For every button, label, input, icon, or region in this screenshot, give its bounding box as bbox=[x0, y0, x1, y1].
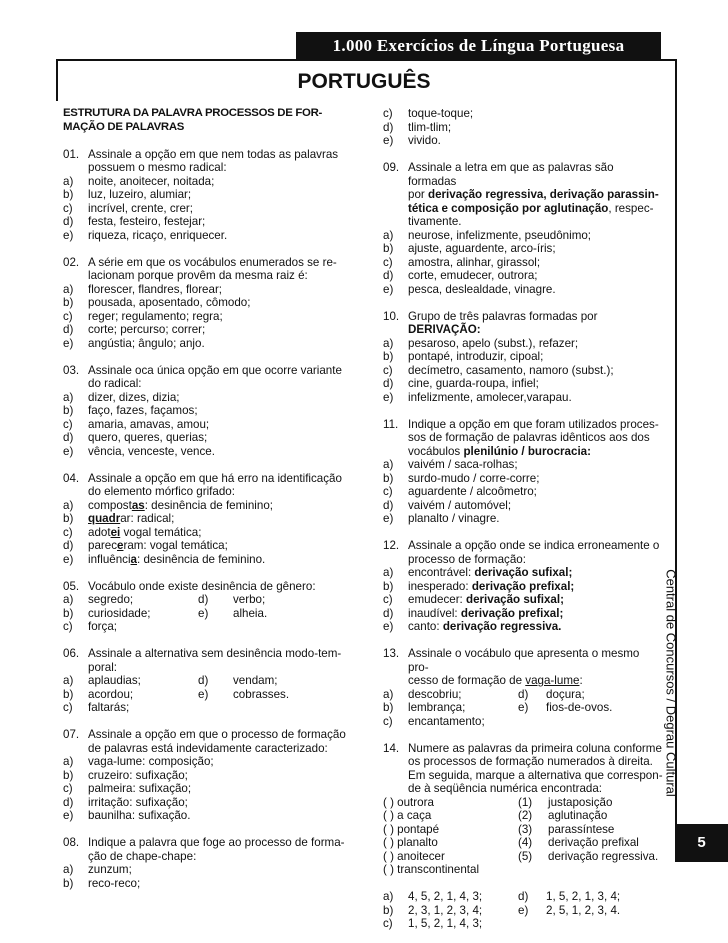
question-03: 03. Assinale oca única opção em que ocorre variante do radical: a) dizer, dizes, dizia; b) faço, fazes, façamos; c) amaria, amavas, amou; d) quero, queres, querias; e) vência, venceste, vence. bbox=[63, 364, 353, 459]
option-d: d) tlim-tlim; bbox=[383, 120, 452, 134]
option-a: a) pesaroso, apelo (subst.), refazer; bbox=[383, 336, 579, 350]
match-row: ( ) a caça (2) aglutinação bbox=[383, 809, 608, 822]
page-number: 5 bbox=[675, 824, 728, 862]
question-09: 09. Assinale a letra em que as palavras são formadas por derivação regressiva, derivação parassin- tética e composição por aglutinação, respec- tivamente. a) neurose, infelizmente, pseudônimo; b) ajuste, aguardente, arco-íris; c) amostra, alinhar, girassol; d) corte, emudecer, outrora; e) pesca, deslealdade, vinagre. bbox=[383, 161, 663, 296]
match-row: ( ) pontapé (3) parassíntese bbox=[383, 822, 615, 836]
match-row: ( ) anoitecer (5) derivação regressiva. bbox=[383, 849, 659, 863]
option-a: a) compostas: desinência de feminino; bbox=[63, 498, 273, 512]
frame-top-line bbox=[56, 59, 676, 61]
option-e: e) vivido. bbox=[383, 134, 441, 147]
option-row: a) 4, 5, 2, 1, 4, 3; d) 1, 5, 2, 1, 3, 4; bbox=[383, 890, 621, 903]
option-d: d) pareceram: vogal temática; bbox=[63, 539, 228, 552]
option-b: b) inesperado: derivação prefixal; bbox=[383, 579, 575, 593]
option-c: c) adotei vogal temática; bbox=[63, 525, 202, 539]
option-row: a) descobriu; d) doçura; bbox=[383, 687, 585, 701]
option-d: d) cine, guarda-roupa, infiel; bbox=[383, 377, 539, 390]
option-e: e) vência, venceste, vence. bbox=[63, 444, 215, 458]
left-column bbox=[63, 107, 353, 890]
question-04: 04. Assinale a opção em que há erro na identificação do elemento mórfico grifado: a) compostas: desinência de feminino; b) quadrar: radical; c) adotei vogal temática; d) pareceram: vogal temática; e) influência: desinência de feminino. bbox=[63, 472, 353, 567]
option-b: b) faço, fazes, façamos; bbox=[63, 404, 198, 417]
option-e: e) baunilha: sufixação. bbox=[63, 809, 191, 822]
question-14: 14. Numere as palavras da primeira coluna conforme os processos de formação numerados à direita. Em seguida, marque a alternativa que correspon- de à seqüência numérica encontrada: ( ) outrora (1) justaposição ( ) a caça (2) aglutinação ( ) pontapé (3) parassíntese ( ) planalto (4) derivação prefixal ( ) anoitecer (5) derivação regressiva. ( ) transcontinental a) 4, 5, 2, 1, 4, 3; d) 1, 5, 2, 1, 3, 4; b) 2, 3, 1, 2, 3, 4; e) 2, 5, 1, 2, 3, 4. c) 1, 5, 2, 1, 4, 3; bbox=[383, 741, 663, 930]
option-c: c) incrível, crente, crer; bbox=[63, 201, 194, 215]
option-e: e) canto: derivação regressiva. bbox=[383, 620, 562, 633]
sidebar-publisher-text: Central de Concursos / Degrau Cultural bbox=[663, 568, 679, 797]
option-d: d) vaivém / automóvel; bbox=[383, 498, 512, 512]
option-c: c) palmeira: sufixação; bbox=[63, 782, 192, 795]
option-d: d) festa, festeiro, festejar; bbox=[63, 215, 206, 228]
option-e: e) infelizmente, amolecer,varapau. bbox=[383, 390, 572, 404]
question-13: 13. Assinale o vocábulo que apresenta o mesmo pro- cesso de formação de vaga-lume: a) descobriu; d) doçura; b) lembrança; e) fios-de-ovos. c) encantamento; bbox=[383, 647, 663, 728]
option-e: e) pesca, deslealdade, vinagre. bbox=[383, 282, 556, 296]
option-c: c) 1, 5, 2, 1, 4, 3; bbox=[383, 917, 483, 930]
question-11: 11. Indique a opção em que foram utilizados proces- sos de formação de palavras idênticos aos dos vocábulos plenilúnio / burocracia: a) vaivém / saca-rolhas; b) surdo-mudo / corre-corre; c) aguardente / alcoômetro; d) vaivém / automóvel; e) planalto / vinagre. bbox=[383, 418, 663, 526]
option-b: b) pontapé, introduzir, cipoal; bbox=[383, 350, 544, 363]
option-c: c) força; bbox=[63, 620, 117, 633]
option-b: b) surdo-mudo / corre-corre; bbox=[383, 471, 540, 485]
option-c: c) emudecer: derivação sufixal; bbox=[383, 593, 564, 606]
option-a: a) vaga-lume: composição; bbox=[63, 755, 214, 768]
option-c: c) amostra, alinhar, girassol; bbox=[383, 255, 541, 269]
option-d: d) corte; percurso; correr; bbox=[63, 323, 206, 336]
option-row: b) acordou; e) cobrasses. bbox=[63, 687, 290, 701]
header-banner bbox=[296, 32, 661, 60]
option-row: a) segredo; d) verbo; bbox=[63, 593, 266, 606]
option-b: b) ajuste, aguardente, arco-íris; bbox=[383, 242, 556, 255]
option-c: c) reger; regulamento; regra; bbox=[63, 309, 223, 323]
option-c: c) aguardente / alcoômetro; bbox=[383, 485, 537, 498]
question-02: 02. A série em que os vocábulos enumerados se re- lacionam porque provêm da mesma raiz é: a) florescer, flandres, florear; b) pousada, aposentado, cômodo; c) reger; regulamento; regra; d) corte; percurso; correr; e) angústia; ângulo; anjo. bbox=[63, 256, 353, 351]
option-e: e) influência: desinência de feminino. bbox=[63, 552, 266, 566]
right-column bbox=[383, 107, 663, 931]
option-d: d) irritação: sufixação; bbox=[63, 795, 188, 809]
option-a: a) florescer, flandres, florear; bbox=[63, 282, 223, 296]
option-c: c) toque-toque; bbox=[383, 107, 474, 120]
option-d: d) inaudível: derivação prefixal; bbox=[383, 606, 564, 620]
option-a: a) encontrável: derivação sufixal; bbox=[383, 566, 573, 579]
option-a: a) zunzum; bbox=[63, 863, 132, 876]
question-08: 08. Indique a palavra que foge ao processo de forma- ção de chape-chape: a) zunzum; b) reco-reco; bbox=[63, 836, 353, 890]
match-row: ( ) transcontinental bbox=[383, 863, 480, 876]
question-06: 06. Assinale a alternativa sem desinência modo-tem- poral: a) aplaudias; d) vendam; b) acordou; e) cobrasses. c) faltarás; bbox=[63, 647, 353, 715]
option-c: c) encantamento; bbox=[383, 714, 485, 728]
option-row: b) 2, 3, 1, 2, 3, 4; e) 2, 5, 1, 2, 3, 4. bbox=[383, 903, 621, 917]
option-e: e) riqueza, ricaço, enriquecer. bbox=[63, 228, 228, 242]
option-b: b) cruzeiro: sufixação; bbox=[63, 768, 188, 782]
question-07: 07. Assinale a opção em que o processo de formação de palavras está indevidamente caracterizado: a) vaga-lume: composição; b) cruzeiro: sufixação; c) palmeira: sufixação; d) irritação: sufixação; e) baunilha: sufixação. bbox=[63, 728, 353, 823]
question-01: 01. Assinale a opção em que nem todas as palavras possuem o mesmo radical: a) noite, anoitecer, noitada; b) luz, luzeiro, alumiar; c) incrível, crente, crer; d) festa, festeiro, festejar; e) riqueza, ricaço, enriquecer. bbox=[63, 148, 353, 243]
option-c: c) amaria, amavas, amou; bbox=[63, 417, 210, 431]
option-a: a) vaivém / saca-rolhas; bbox=[383, 458, 518, 471]
option-b: b) quadrar: radical; bbox=[63, 512, 175, 525]
option-row: a) aplaudias; d) vendam; bbox=[63, 674, 278, 687]
option-b: b) reco-reco; bbox=[63, 876, 141, 890]
option-row: b) curiosidade; e) alheia. bbox=[63, 606, 268, 620]
option-row: b) lembrança; e) fios-de-ovos. bbox=[383, 701, 613, 714]
question-08-cont bbox=[383, 107, 663, 148]
section-title: ESTRUTURA DA PALAVRA PROCESSOS DE FOR- MAÇÃO DE PALAVRAS bbox=[63, 107, 323, 133]
question-10: 10. Grupo de três palavras formadas por DERIVAÇÃO: a) pesaroso, apelo (subst.), refazer; b) pontapé, introduzir, cipoal; c) decímetro, casamento, namoro (subst.); d) cine, guarda-roupa, infiel; e) infelizmente, amolecer,varapau. bbox=[383, 310, 663, 405]
option-a: a) neurose, infelizmente, pseudônimo; bbox=[383, 228, 592, 242]
option-a: a) noite, anoitecer, noitada; bbox=[63, 174, 215, 188]
option-d: d) quero, queres, querias; bbox=[63, 431, 208, 444]
question-12: 12. Assinale a opção onde se indica erroneamente o processo de formação: a) encontrável: derivação sufixal; b) inesperado: derivação prefixal; c) emudecer: derivação sufixal; d) inaudível: derivação prefixal; e) canto: derivação regressiva. bbox=[383, 539, 663, 634]
question-05: 05. Vocábulo onde existe desinência de gênero: a) segredo; d) verbo; b) curiosidade; e) alheia. c) força; bbox=[63, 580, 353, 634]
option-e: e) angústia; ângulo; anjo. bbox=[63, 336, 205, 350]
header-title: 1.000 Exercícios de Língua Portuguesa bbox=[332, 36, 625, 55]
match-row: ( ) outrora (1) justaposição bbox=[383, 795, 613, 809]
match-row: ( ) planalto (4) derivação prefixal bbox=[383, 836, 639, 849]
option-d: d) corte, emudecer, outrora; bbox=[383, 269, 538, 282]
option-c: c) faltarás; bbox=[63, 701, 130, 714]
page-title: PORTUGUÊS bbox=[297, 70, 431, 93]
option-c: c) decímetro, casamento, namoro (subst.); bbox=[383, 363, 614, 377]
option-a: a) dizer, dizes, dizia; bbox=[63, 390, 180, 404]
option-b: b) luz, luzeiro, alumiar; bbox=[63, 188, 192, 201]
option-b: b) pousada, aposentado, cômodo; bbox=[63, 296, 251, 309]
option-e: e) planalto / vinagre. bbox=[383, 512, 500, 525]
